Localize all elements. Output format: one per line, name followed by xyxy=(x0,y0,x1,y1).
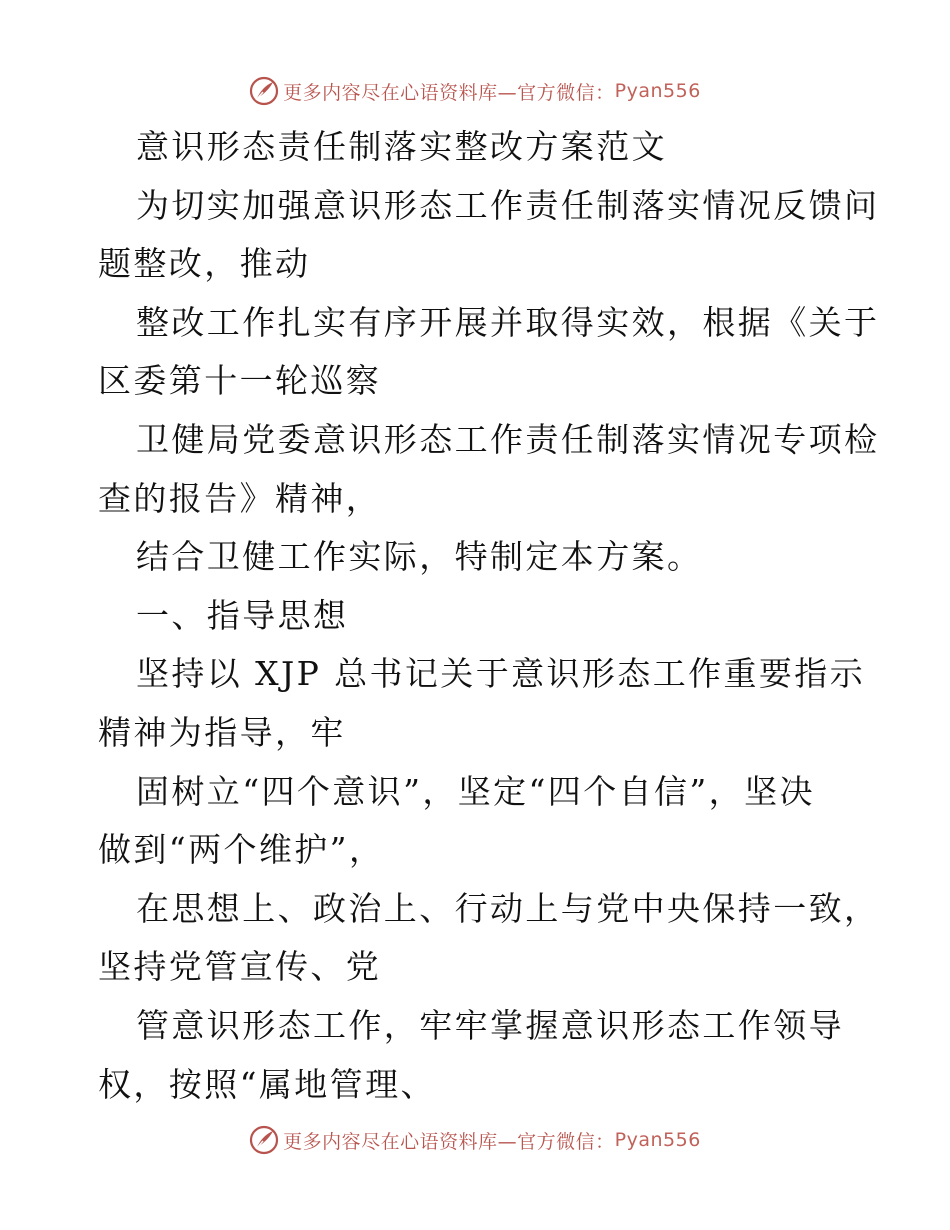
text-line: 固树立“四个意识”，坚定“四个自信”，坚决 xyxy=(136,771,815,811)
feather-logo-icon xyxy=(249,1125,279,1155)
document-title: 意识形态责任制落实整改方案范文 xyxy=(136,127,667,166)
watermark-wechat-id: Pyan556 xyxy=(614,80,701,102)
text-line: 做到“两个维护”， xyxy=(98,830,385,870)
text-line: 整改工作扎实有序开展并取得实效，根据《关于 xyxy=(136,302,880,342)
watermark-text: 更多内容尽在心语资料库—官方微信： xyxy=(283,81,615,104)
text-line: 在思想上、政治上、行动上与党中央保持一致， xyxy=(136,888,880,928)
text-line: 卫健局党委意识形态工作责任制落实情况专项检 xyxy=(136,419,880,459)
text-line: 精神为指导，牢 xyxy=(98,712,346,752)
text-line: 结合卫健工作实际，特制定本方案。 xyxy=(136,537,703,577)
text-line: 坚持以 XJP 总书记关于意识形态工作重要指示 xyxy=(136,654,866,694)
section-heading: 一、指导思想 xyxy=(136,595,349,635)
footer-watermark xyxy=(0,1120,950,1160)
text-line: 查的报告》精神， xyxy=(98,478,382,518)
document-body xyxy=(98,118,880,1114)
text-line: 坚持党管宣传、党 xyxy=(98,947,382,987)
watermark-wechat-id: Pyan556 xyxy=(614,1129,701,1151)
text-line: 权，按照“属地管理、 xyxy=(98,1064,436,1104)
text-line: 管意识形态工作，牢牢掌握意识形态工作领导 xyxy=(136,1005,844,1045)
text-line: 题整改，推动 xyxy=(98,244,311,284)
watermark-text: 更多内容尽在心语资料库—官方微信： xyxy=(283,1130,615,1153)
feather-logo-icon xyxy=(249,76,279,106)
header-watermark xyxy=(0,71,950,111)
text-line: 区委第十一轮巡察 xyxy=(98,361,382,401)
text-line: 为切实加强意识形态工作责任制落实情况反馈问 xyxy=(136,185,880,225)
